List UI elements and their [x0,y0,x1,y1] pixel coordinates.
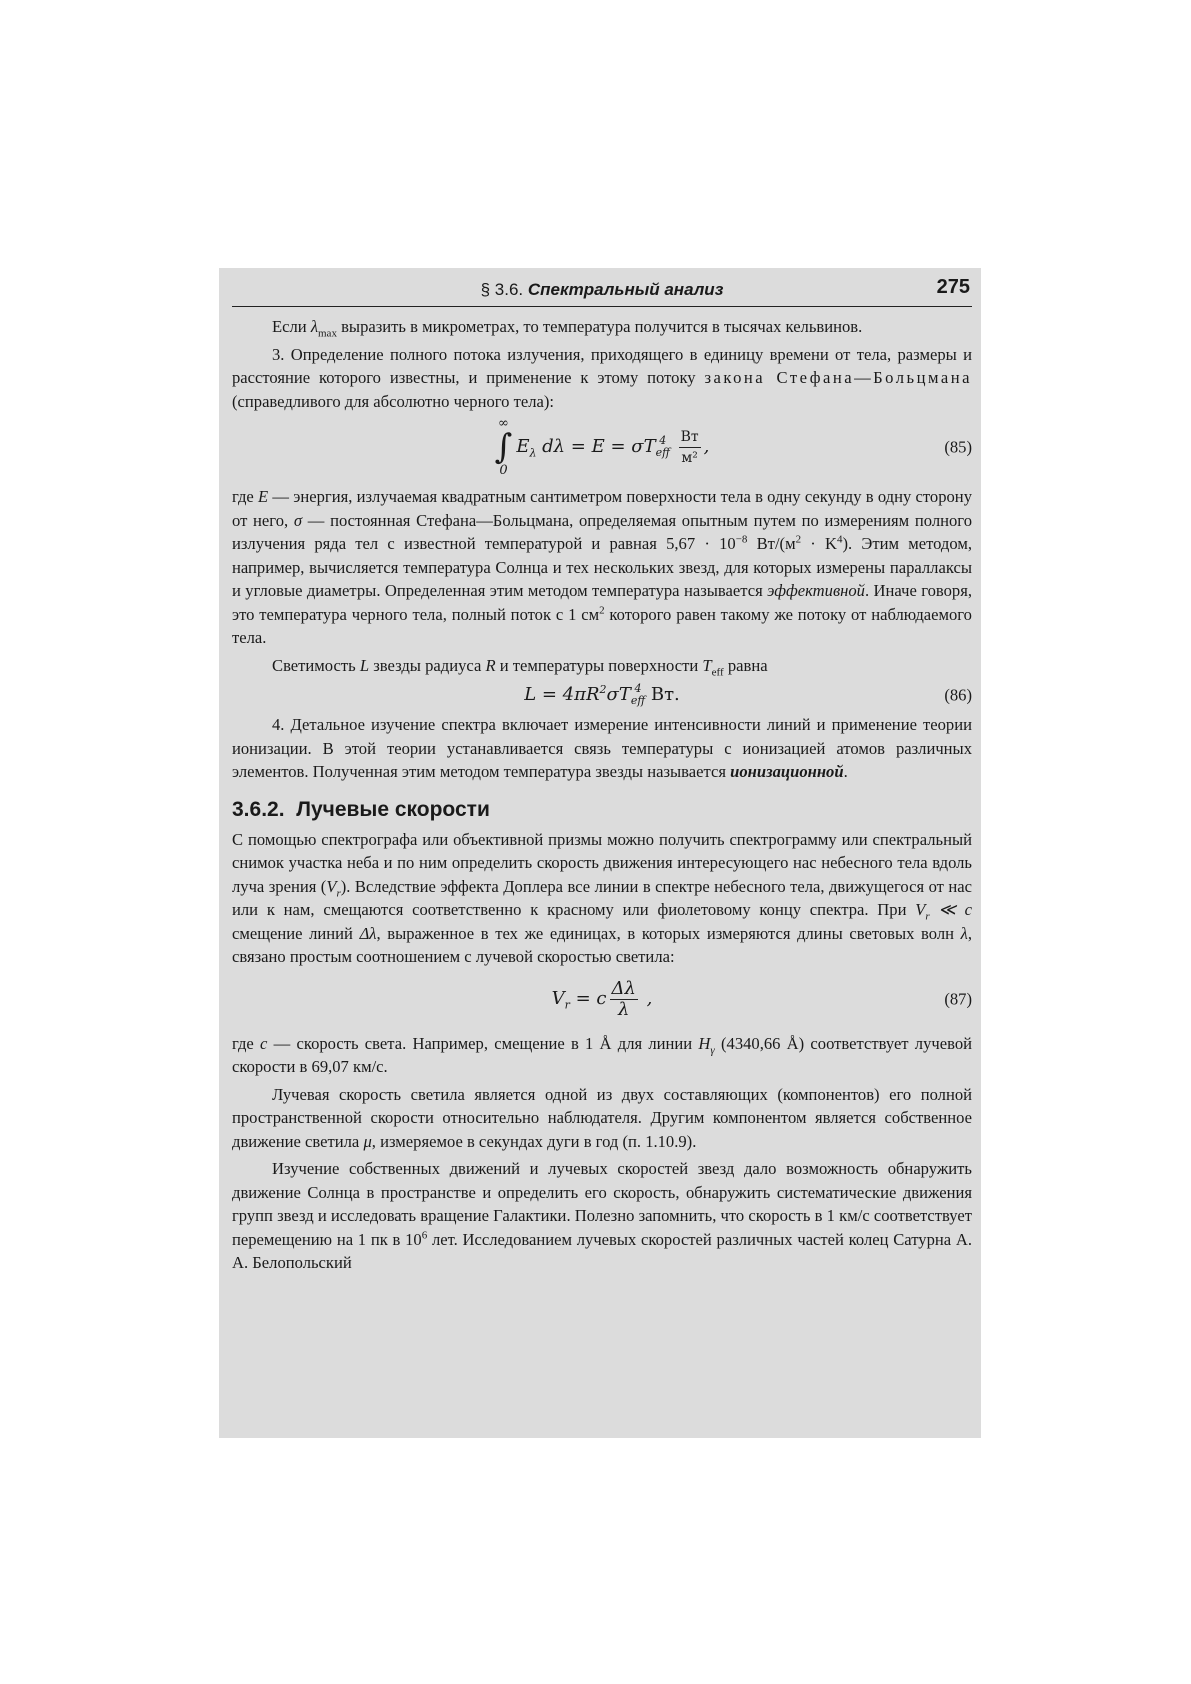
paragraph-lambda-max: Если $\lambda_{max}$ выразить в микрометрах, то температура получится в тысячах кельвинов. [272,317,863,340]
doppler-fraction: $\frac{\Delta\lambda}{\lambda}$ [611,977,636,1020]
formula-85: ∞ ∫ 0 $E_\lambda$ dλ = E = σT 4 eff $\frac{Вт}{\text{м²}}$ , (85) [494,416,972,478]
integral-sign: ∞ ∫ 0 [494,416,513,478]
paragraph-speed-of-light: где c — скорость света. Например, смещение в 1 Å для линии $H_\gamma$ (4340,66 Å) соответствует лучевой скорости в 69,07 км/с. [232,1033,972,1076]
paragraph-ionization: 4. Детальное изучение спектра включает измерение интенсивности линий и применение теории ионизации. В этой теории устанавливается связь температуры с ионизацией атомов различных элементов. Полученная этим методом температура звезды называется ионизационной. [232,715,972,781]
section-heading [232,796,972,824]
equation-number-86: (86) [944,685,972,705]
term-effective: эффективной [767,581,865,600]
page-number: 275 [936,276,970,298]
equation-number-87: (87) [944,989,972,1009]
book-page [232,276,972,1275]
term-ionization: ионизационной [730,762,844,781]
formula-87: $V_r = c$ $\frac{\Delta\lambda}{\lambda}$ , (87) [551,977,972,1020]
section-ref: § 3.6. [480,280,524,299]
running-title [232,278,972,302]
section-heading-title: Лучевые скорости [296,797,490,821]
stefan-boltzmann-law: закона Стефана—Больцмана [704,368,972,387]
paragraph-energy-definition: где E — энергия, излучаемая квадратным сантиметром поверхности тела в одну секунду в одну сторону от него, σ — постоянная Стефана—Больцмана, определяемая опытным путем по измерениям полного излучения ряда тел с известной температурой и равная $5,67 \cdot 10^{-8}$ $Вт/(м^2 \cdot K^4)$. Этим методом, например, вычисляется температура Солнца и тех нескольких звезд, для которых измерены параллаксы и угловые диаметры. Определенная этим методом температура называется эффективной. Иначе говоря, это температура черного тела, полный поток с 1 $см^2$ которого равен такому же потоку от наблюдаемого тела. [232,487,972,647]
formula-86: $L = 4\pi R^2\sigma T$ 4 eff Вт. (86) [524,682,972,707]
paragraph-galaxy-rotation: Изучение собственных движений и лучевых скоростей звезд дало возможность обнаружить движение Солнца в пространстве и определить его скорость, обнаружить систематические движения групп звезд и исследовать вращение Галактики. Полезно запомнить, что скорость в 1 км/с соответствует перемещению на 1 пк в $10^6$ лет. Исследованием лучевых скоростей различных частей колец Сатурна А. А. Белопольский [232,1159,972,1272]
equation-number-85: (85) [944,437,972,457]
paragraph-luminosity: Светимость L звезды радиуса R и температуры поверхности $T_{eff}$ равна [272,655,768,678]
paragraph-proper-motion: Лучевая скорость светила является одной из двух составляющих (компонентов) его полной пространственной скорости относительно наблюдателя. Другим компонентом является собственное движение светила μ, измеряемое в секундах дуги в год (п. 1.10.9). [232,1084,972,1151]
paragraph-spectrograph: С помощью спектрографа или объективной призмы можно получить спектрограмму или спектральный снимок участка неба и по ним определить скорость движения интересующего нас небесного тела вдоль луча зрения $(V_r)$. Вследствие эффекта Доплера все линии в спектре небесного тела, движущегося от нас или к нам, смещаются соответственно к красному или фиолетовому концу спектра. При $V_r$ ≪ c смещение линий Δλ, выраженное в тех же единицах, в которых измеряются длины световых волн λ, связано простым соотношением с лучевой скоростью светила: [232,829,972,966]
section-title: Спектральный анализ [527,280,724,299]
section-number: 3.6.2. [232,797,285,821]
running-header [232,276,972,307]
paragraph-total-flux: 3. Определение полного потока излучения, приходящего в единицу времени от тела, размеры и расстояние которого известны, и применение к этому потоку закона Стефана—Больцмана (справедливого для абсолютно черного тела): [232,344,972,411]
unit-fraction: $\frac{Вт}{\text{м²}}$ [680,428,699,466]
